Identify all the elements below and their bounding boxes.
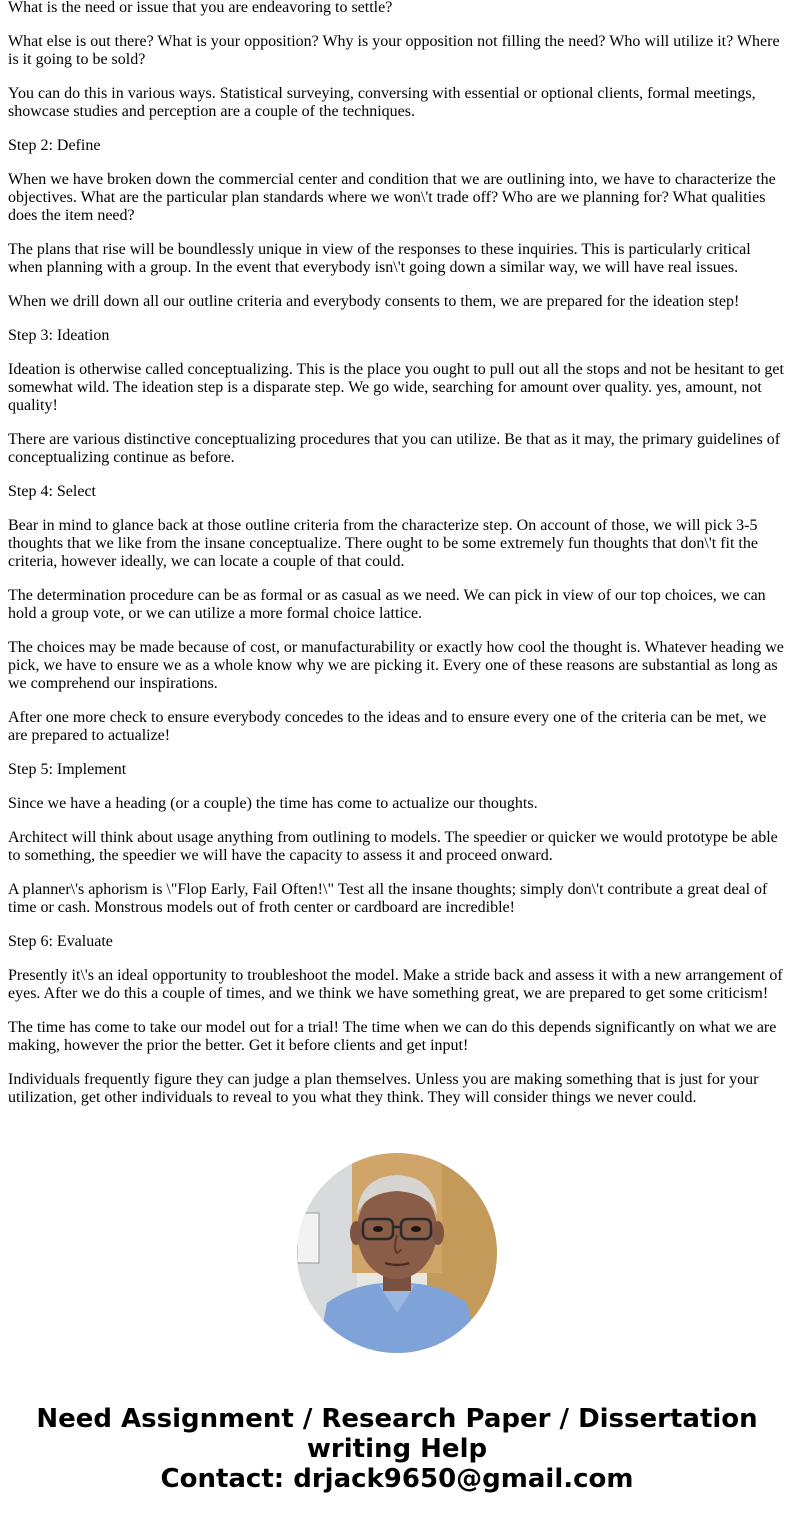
- paragraph: The determination procedure can be as formal or as casual as we need. We can pick in view of our top choices, we can hold a group vote, or we can utilize a more formal choice lattice.: [8, 587, 766, 622]
- paragraph: Individuals frequently figure they can judge a plan themselves. Unless you are making something that is just for your utilization, get other individuals to reveal to you what they think. They will consider things we never could.: [8, 1071, 759, 1106]
- article-body: [8, 0, 786, 1123]
- author-avatar: [297, 1153, 497, 1353]
- right-ear: [432, 1221, 444, 1245]
- step-heading: Step 2: Define: [8, 137, 101, 154]
- right-eye: [411, 1226, 421, 1232]
- cta-contact-email: Contact: drjack9650@gmail.com: [160, 1464, 634, 1494]
- paragraph: The time has come to take our model out for a trial! The time when we can do this depends significantly on what we are making, however the prior the better. Get it before clients and get input!: [8, 1019, 777, 1054]
- wall-switch: [297, 1213, 319, 1263]
- paragraph: You can do this in various ways. Statistical surveying, conversing with essential or optional clients, formal meetings, showcase studies and perception are a couple of the techniques.: [8, 85, 756, 120]
- paragraph: The plans that rise will be boundlessly unique in view of the responses to these inquiries. This is particularly critical when planning with a group. In the event that everybody isn\'t going down a similar way, we will have real issues.: [8, 241, 751, 276]
- paragraph: There are various distinctive conceptualizing procedures that you can utilize. Be that as it may, the primary guidelines of conceptualizing continue as before.: [8, 431, 781, 466]
- step-heading: Step 3: Ideation: [8, 327, 110, 344]
- left-eye: [373, 1226, 383, 1232]
- paragraph: After one more check to ensure everybody concedes to the ideas and to ensure every one of the criteria can be met, we are prepared to actualize!: [8, 709, 767, 744]
- author-photo-illustration: [297, 1153, 497, 1353]
- paragraph: When we have broken down the commercial center and condition that we are outlining into, we have to characterize the objectives. What are the particular plan standards where we won\'t trade off? Who are we planning for? What qualities does the item need?: [8, 171, 776, 224]
- left-ear: [350, 1221, 362, 1245]
- paragraph: Since we have a heading (or a couple) the time has come to actualize our thoughts.: [8, 795, 538, 812]
- paragraph: What else is out there? What is your opposition? Why is your opposition not filling the need? Who will utilize it? Where is it going to be sold?: [8, 33, 780, 68]
- step-heading: Step 5: Implement: [8, 761, 127, 778]
- paragraph: What is the need or issue that you are endeavoring to settle?: [8, 0, 393, 16]
- cta-headline: Need Assignment / Research Paper / Dissertation writing Help: [36, 1404, 758, 1464]
- paragraph: Bear in mind to glance back at those outline criteria from the characterize step. On account of those, we will pick 3-5 thoughts that we like from the insane conceptualize. There ought to be some extremely fun thoughts that don\'t fit the criteria, however ideally, we can locate a couple of that could.: [8, 517, 758, 570]
- step-heading: Step 6: Evaluate: [8, 933, 113, 950]
- paragraph: Ideation is otherwise called conceptualizing. This is the place you ought to pull out all the stops and not be hesitant to get somewhat wild. The ideation step is a disparate step. We go wide, searching for amount over quality. yes, amount, not quality!: [8, 361, 784, 414]
- paragraph: A planner\'s aphorism is \"Flop Early, Fail Often!\" Test all the insane thoughts; simply don\'t contribute a great deal of time or cash. Monstrous models out of froth center or cardboard are incredible!: [8, 881, 768, 916]
- paragraph: Architect will think about usage anything from outlining to models. The speedier or quicker we would prototype be able to something, the speedier we will have the capacity to assess it and proceed onward.: [8, 829, 778, 864]
- paragraph: Presently it\'s an ideal opportunity to troubleshoot the model. Make a stride back and assess it with a new arrangement of eyes. After we do this a couple of times, and we think we have something great, we are prepared to get some criticism!: [8, 967, 783, 1002]
- paragraph: When we drill down all our outline criteria and everybody consents to them, we are prepared for the ideation step!: [8, 293, 740, 310]
- contact-banner: [0, 1404, 794, 1494]
- step-heading: Step 4: Select: [8, 483, 96, 500]
- paragraph: The choices may be made because of cost, or manufacturability or exactly how cool the thought is. Whatever heading we pick, we have to ensure we as a whole know why we are picking it. Every one of these reasons are substantial as long as we comprehend our inspirations.: [8, 639, 784, 692]
